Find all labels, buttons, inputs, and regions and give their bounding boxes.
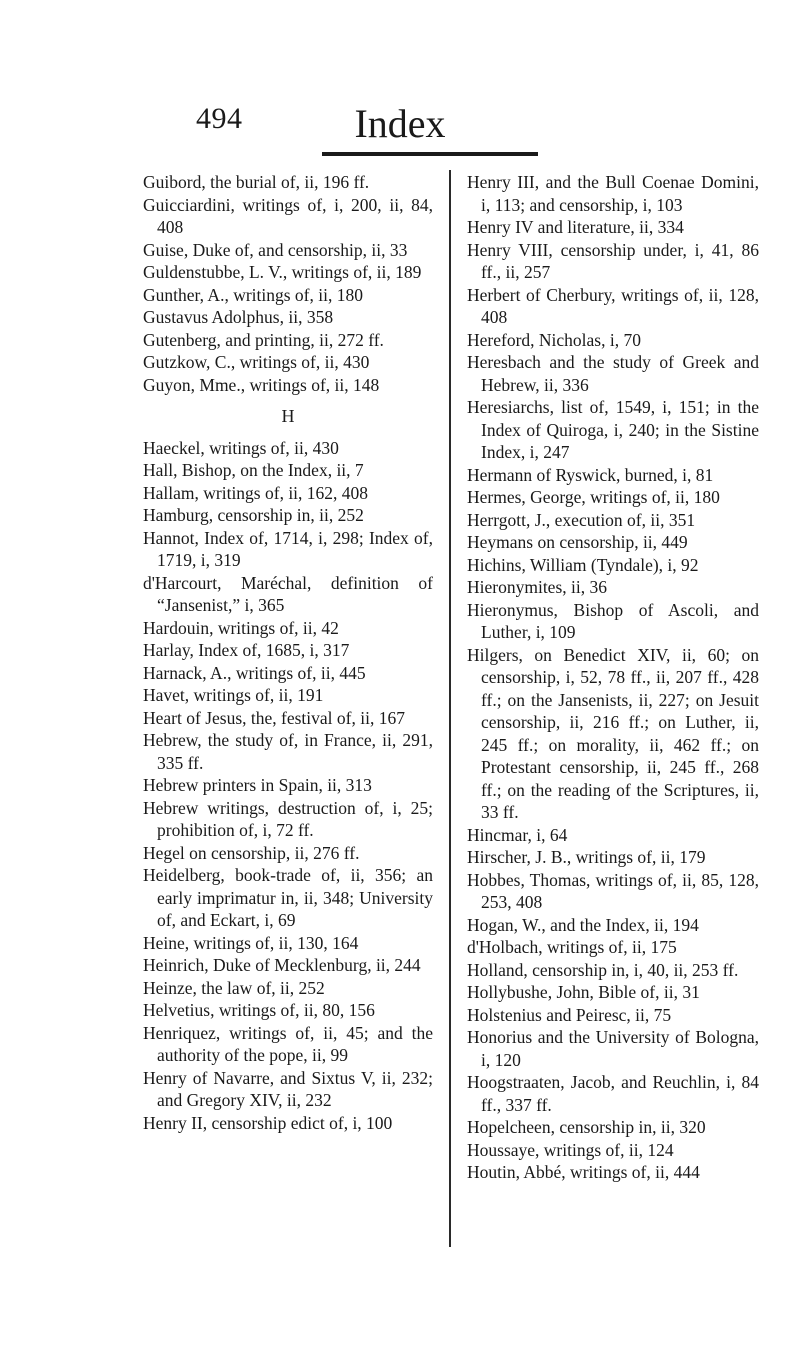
index-entry: Henry VIII, censorship under, i, 41, 86 ff., ii, 257 <box>467 239 759 282</box>
index-entry: Havet, writings of, ii, 191 <box>143 685 324 705</box>
title-rule <box>322 152 538 156</box>
index-entry: Herrgott, J., execution of, ii, 351 <box>467 509 696 530</box>
index-entry: Guldenstubbe, L. V., writings of, ii, 189 <box>143 262 422 282</box>
index-entry: Henry of Navarre, and Sixtus V, ii, 232; and Gregory XIV, ii, 232 <box>143 1067 433 1110</box>
index-entry: Hobbes, Thomas, writings of, ii, 85, 128, 253, 408 <box>467 869 759 912</box>
index-entry: Guibord, the burial of, ii, 196 ff. <box>143 172 370 192</box>
index-entry: Henry III, and the Bull Coenae Domini, i, 113; and censorship, i, 103 <box>467 172 759 215</box>
page-number: 494 <box>196 102 243 135</box>
index-entry: Hamburg, censorship in, ii, 252 <box>143 505 364 525</box>
index-entry: Henry IV and literature, ii, 334 <box>467 217 684 237</box>
index-entry: Heinrich, Duke of Mecklenburg, ii, 244 <box>143 955 421 975</box>
index-entry: Hebrew printers in Spain, ii, 313 <box>143 775 372 795</box>
index-entry: Hegel on censorship, ii, 276 ff. <box>143 842 360 863</box>
index-entry: Heinze, the law of, ii, 252 <box>143 977 325 998</box>
index-entry: Holstenius and Peiresc, ii, 75 <box>467 1004 672 1025</box>
index-entry: Haeckel, writings of, ii, 430 <box>143 437 339 458</box>
index-entry: Houtin, Abbé, writings of, ii, 444 <box>467 1162 700 1182</box>
index-entry: Guicciardini, writings of, i, 200, ii, 84, 408 <box>143 194 433 237</box>
index-entry: Hichins, William (Tyndale), i, 92 <box>467 554 699 575</box>
index-entry: Houssaye, writings of, ii, 124 <box>467 1139 674 1160</box>
index-entry: d'Harcourt, Maréchal, definition of “Jansenist,” i, 365 <box>143 572 433 615</box>
index-entry: Hardouin, writings of, ii, 42 <box>143 617 339 638</box>
index-entry: Heart of Jesus, the, festival of, ii, 167 <box>143 707 405 728</box>
index-entry: Honorius and the University of Bologna, i, 120 <box>467 1027 759 1070</box>
index-entry: Hallam, writings of, ii, 162, 408 <box>143 482 369 503</box>
index-entry: Heymans on censorship, ii, 449 <box>467 532 688 552</box>
index-entry: Guise, Duke of, and censorship, ii, 33 <box>143 239 408 260</box>
index-entry: Henriquez, writings of, ii, 45; and the authority of the pope, ii, 99 <box>143 1022 433 1065</box>
index-entry: Hannot, Index of, 1714, i, 298; Index of, 1719, i, 319 <box>143 527 433 570</box>
index-entry: Heresbach and the study of Greek and Hebrew, ii, 336 <box>467 352 759 395</box>
index-entry: Guyon, Mme., writings of, ii, 148 <box>143 374 380 395</box>
index-entry: Hebrew writings, destruction of, i, 25; prohibition of, i, 72 ff. <box>143 797 433 840</box>
index-entry: Hilgers, on Benedict XIV, ii, 60; on censorship, i, 52, 78 ff., ii, 207 ff., 428 ff.; on the Jansenists, ii, 227; on Jesuit censorship, ii, 216 ff.; on Luther, ii, 245 ff.; on morality, ii, 462 ff.; on Protestant censorship, ii, 245 ff., 268 ff.; on the reading of the Scriptures, ii, 33 ff. <box>467 644 759 822</box>
left-column <box>143 171 433 1134</box>
index-entry: Heidelberg, book-trade of, ii, 356; an early imprimatur in, ii, 348; University of, and Eckart, i, 69 <box>143 865 433 930</box>
index-entry: Hieronymus, Bishop of Ascoli, and Luther, i, 109 <box>467 599 759 642</box>
index-entry: Hall, Bishop, on the Index, ii, 7 <box>143 460 364 480</box>
index-entry: Herbert of Cherbury, writings of, ii, 128, 408 <box>467 284 759 327</box>
index-entry: Hogan, W., and the Index, ii, 194 <box>467 914 699 935</box>
index-entry: Hieronymites, ii, 36 <box>467 577 607 597</box>
index-entry: Heine, writings of, ii, 130, 164 <box>143 932 359 953</box>
index-entry: d'Holbach, writings of, ii, 175 <box>467 937 677 957</box>
page-title: Index <box>354 101 446 146</box>
h-entries <box>143 437 433 1135</box>
section-letter: H <box>281 406 295 426</box>
page-header <box>0 100 800 150</box>
index-entry: Harnack, A., writings of, ii, 445 <box>143 662 366 683</box>
index-entry: Gutzkow, C., writings of, ii, 430 <box>143 352 370 372</box>
right-column <box>467 171 759 1184</box>
index-entry: Hereford, Nicholas, i, 70 <box>467 329 641 350</box>
index-entry: Hoogstraaten, Jacob, and Reuchlin, i, 84 ff., 337 ff. <box>467 1072 759 1115</box>
index-entry: Heresiarchs, list of, 1549, i, 151; in the Index of Quiroga, i, 240; in the Sistine Index, i, 247 <box>467 397 759 462</box>
index-entry: Hollybushe, John, Bible of, ii, 31 <box>467 982 700 1002</box>
index-entry: Helvetius, writings of, ii, 80, 156 <box>143 1000 375 1020</box>
index-entry: Holland, censorship in, i, 40, ii, 253 ff. <box>467 959 739 980</box>
right-entries <box>467 171 759 1184</box>
index-entry: Gunther, A., writings of, ii, 180 <box>143 284 363 305</box>
index-entry: Harlay, Index of, 1685, i, 317 <box>143 640 350 660</box>
index-entry: Hermann of Ryswick, burned, i, 81 <box>467 464 714 485</box>
index-entry: Hirscher, J. B., writings of, ii, 179 <box>467 847 706 867</box>
column-divider <box>449 170 451 1247</box>
index-entry: Hincmar, i, 64 <box>467 824 568 845</box>
index-entry: Hopelcheen, censorship in, ii, 320 <box>467 1117 706 1137</box>
g-entries <box>143 171 433 396</box>
index-entry: Hebrew, the study of, in France, ii, 291, 335 ff. <box>143 730 433 773</box>
index-entry: Henry II, censorship edict of, i, 100 <box>143 1112 393 1133</box>
index-entry: Gustavus Adolphus, ii, 358 <box>143 307 334 327</box>
index-entry: Gutenberg, and printing, ii, 272 ff. <box>143 329 384 350</box>
index-entry: Hermes, George, writings of, ii, 180 <box>467 487 720 507</box>
